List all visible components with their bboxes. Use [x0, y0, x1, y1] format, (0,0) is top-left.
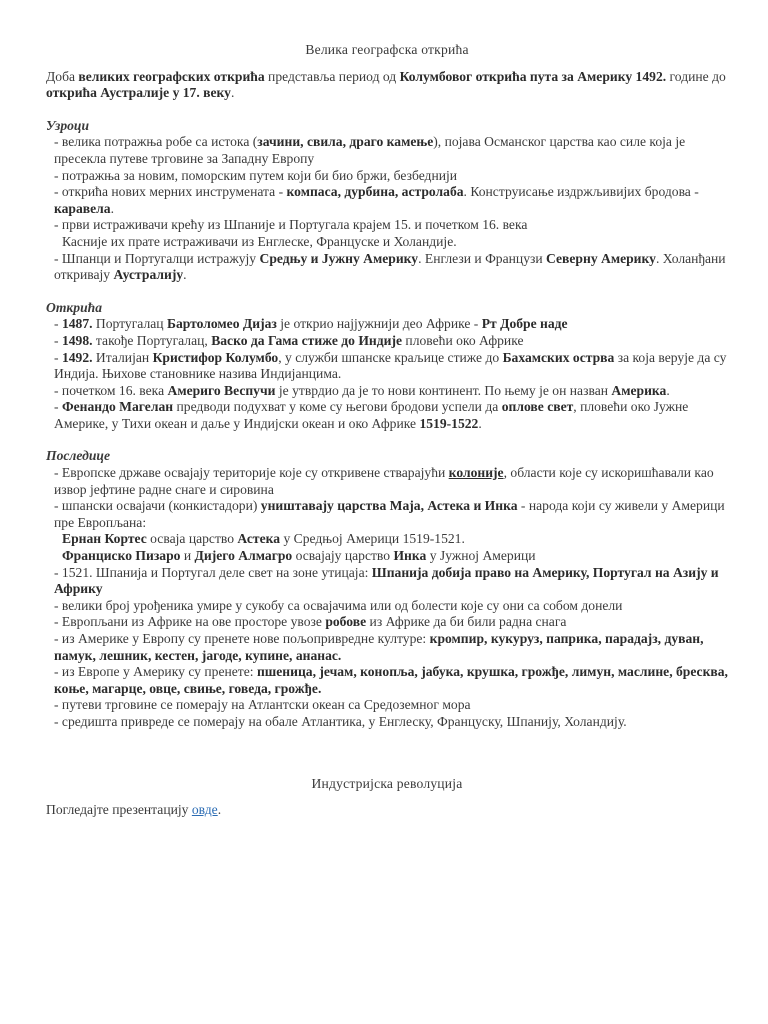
text-run: освајају царство: [292, 548, 394, 564]
bold-text: пшеница, јечам, конопља, јабука, крушка, грожђе, лимун, маслине, бресква, коње, магарце, овце, свиње, говеда, грожђе.: [54, 664, 728, 696]
list-item: [46, 350, 728, 383]
section-lines: [46, 134, 728, 283]
text-run: је утврдио да је то нови континент. По њему је он назван: [275, 382, 612, 398]
list-item: [46, 383, 728, 400]
section-lines: [46, 465, 728, 731]
text-run: - потражња за новим, поморским путем који би био бржи, безбеднији: [54, 167, 458, 183]
list-item: [46, 531, 728, 548]
closing-paragraph: [46, 802, 728, 819]
text-run: - почетком 16. века: [54, 382, 168, 398]
bold-text: оплове свет: [501, 399, 574, 415]
text-run: , области које су искоришћавали као извор јефтине радне снаге и сировина: [54, 465, 714, 497]
bold-text: 1519-1522: [419, 415, 479, 431]
text-run: - путеви трговине се померају на Атлантски океан са Средоземног мора: [54, 697, 471, 713]
list-item: [46, 465, 728, 498]
text-run: -: [54, 316, 62, 332]
text-run: ), појава Османског царства као силе која је пресекла путеве трговине за Западну Европу: [54, 134, 686, 166]
text-run: - шпански освајачи (конкистадори): [54, 498, 261, 514]
text-run: осваја царство: [146, 531, 238, 547]
list-item: [46, 565, 728, 598]
text-run: . Холанђани откривају: [54, 250, 726, 283]
bold-text: Ернан Кортес: [62, 531, 147, 547]
text-run: , у служби шпанске краљице стиже до: [278, 349, 503, 365]
bold-text: Бартоломео Дијаз: [166, 316, 277, 332]
bold-text: открића Аустралије у 17. веку: [46, 85, 231, 101]
list-item: [46, 548, 728, 565]
text-run: -: [54, 399, 62, 415]
text-run: - Шпанци и Португалци истражују: [54, 250, 260, 266]
text-run: такође Португалац,: [92, 332, 212, 348]
bold-text: 1498.: [61, 332, 93, 348]
bold-text: компаса, дурбина, астролаба: [286, 184, 464, 200]
text-run: .: [666, 382, 670, 398]
list-item: [46, 217, 728, 234]
section-heading: Открића: [46, 299, 102, 315]
text-run: -: [54, 332, 62, 348]
section-lines: [46, 316, 728, 432]
bold-text: Аустралију: [113, 267, 184, 283]
bold-text: уништавају царства Маја, Астека и Инка: [260, 498, 518, 514]
list-item: [46, 714, 728, 731]
text-run: , пловећи око Јужне Америке, у Тихи океан и даље у Индијски океан и око Африке: [54, 399, 689, 431]
text-run: - из Европе у Америку су пренете:: [54, 664, 257, 680]
second-title: Индустријска револуција: [311, 775, 463, 791]
text-run: у Јужној Америци: [426, 548, 536, 564]
bold-text: Северну Америку: [546, 250, 656, 266]
bold-text: Америго Веспучи: [167, 382, 276, 398]
list-item: [46, 664, 728, 697]
bold-text: Кристифор Колумбо: [152, 349, 279, 365]
page-title: Велика географска открића: [305, 42, 469, 57]
text-run: Италијан: [92, 349, 153, 365]
section-consequences: [46, 448, 728, 730]
text-run: пловећи око Африке: [402, 332, 524, 348]
closing-prefix: Погледајте презентацију: [46, 802, 192, 818]
intro-paragraph: [46, 69, 728, 102]
text-run: - средишта привреде се померају на обале Атлантика, у Енглеску, Француску, Шпанију, Холандију.: [54, 713, 627, 729]
list-item: [46, 614, 728, 631]
text-run: године до: [666, 68, 726, 84]
list-item: [46, 399, 728, 432]
text-run: - народа који су живели у Америци пре Европљана:: [54, 498, 725, 530]
text-run: - из Америке у Европу су пренете нове пољопривредне културе:: [54, 631, 430, 646]
text-run: за која верује да су Индија. Њихове становнике назива Индијанцима.: [54, 349, 727, 382]
bold-text: Дијего Алмагро: [194, 548, 293, 564]
text-run: .: [230, 85, 235, 101]
text-run: . Енглези и Французи: [418, 250, 547, 266]
closing-suffix: .: [217, 802, 222, 818]
list-item: [46, 333, 728, 350]
text-run: Доба: [46, 68, 79, 84]
text-run: је открио најјужнији део Африке -: [276, 316, 482, 332]
text-run: - велика потражња робе са истока (: [54, 134, 258, 150]
text-run: из Африке да би били радна снага: [366, 614, 567, 630]
bold-text: великих географских открића: [78, 68, 265, 84]
bold-text: каравела: [54, 200, 111, 216]
bold-text: Америка: [611, 382, 667, 398]
text-run: - 1521. Шпанија и Португал деле свет на зоне утицаја:: [54, 564, 372, 580]
bold-text: Инка: [393, 548, 427, 564]
text-run: .: [183, 267, 187, 283]
bold-text: колоније: [448, 465, 504, 481]
section-heading: Последице: [46, 448, 110, 464]
text-run: у Средњој Америци 1519-1521.: [280, 531, 465, 547]
section-discoveries: [46, 300, 728, 433]
text-run: .: [478, 415, 482, 431]
bold-text: Васко да Гама стиже до Индије: [211, 332, 403, 348]
bold-text: Средњу и Јужну Америку: [259, 250, 419, 266]
list-item: [46, 631, 728, 664]
text-run: - Европске државе освајају територије које су откривене стварајући: [54, 465, 449, 481]
bold-text: Фенандо Магелан: [61, 399, 174, 415]
bold-text: Шпанија добија право на Америку, Португал на Азију и Африку: [54, 564, 719, 597]
section-causes: [46, 118, 728, 284]
bold-text: Бахамских острва: [502, 349, 615, 365]
text-run: - Европљани из Африке на ове просторе увозе: [54, 614, 326, 630]
bold-text: Рт Добре наде: [481, 316, 568, 332]
list-item: [46, 168, 728, 185]
text-run: предводи подухват у коме су његови бродови успели да: [173, 399, 502, 415]
bold-text: кромпир, кукуруз, паприка, парадајз, дуван, памук, лешник, кестен, јагоде, купине, ананас.: [54, 631, 704, 663]
list-item: [46, 251, 728, 284]
text-run: - открића нових мерних инструмената -: [54, 184, 287, 200]
text-run: .: [110, 200, 114, 216]
text-run: Касније их прате истраживачи из Енглеске, Француске и Холандије.: [62, 233, 457, 249]
text-run: -: [54, 349, 62, 365]
bold-text: 1492.: [61, 349, 93, 365]
list-item: [46, 134, 728, 167]
bold-text: Астека: [237, 531, 281, 547]
presentation-link[interactable]: овде: [191, 802, 218, 818]
bold-text: Франциско Пизаро: [62, 548, 181, 564]
text-run: - велики број урођеника умире у сукобу са освајачима или од болести које су они са собом донели: [54, 597, 623, 613]
list-item: [46, 697, 728, 714]
section-heading: Узроци: [46, 117, 90, 133]
list-item: [46, 598, 728, 615]
list-item: [46, 234, 728, 251]
list-item: [46, 498, 728, 531]
text-run: и: [180, 548, 195, 564]
text-run: - први истраживачи крећу из Шпаније и Португала крајем 15. и почетком 16. века: [54, 217, 528, 233]
list-item: [46, 184, 728, 217]
list-item: [46, 316, 728, 333]
text-run: . Конструисање издржљивијих бродова -: [463, 184, 699, 200]
bold-text: зачини, свила, драго камење: [257, 134, 434, 150]
bold-text: Колумбовог открића пута за Америку 1492.: [399, 68, 667, 84]
text-run: представља период од: [264, 68, 400, 84]
bold-text: 1487.: [61, 316, 93, 332]
bold-text: робове: [325, 614, 367, 630]
sections-container: [46, 118, 728, 731]
text-run: Португалац: [92, 316, 167, 332]
